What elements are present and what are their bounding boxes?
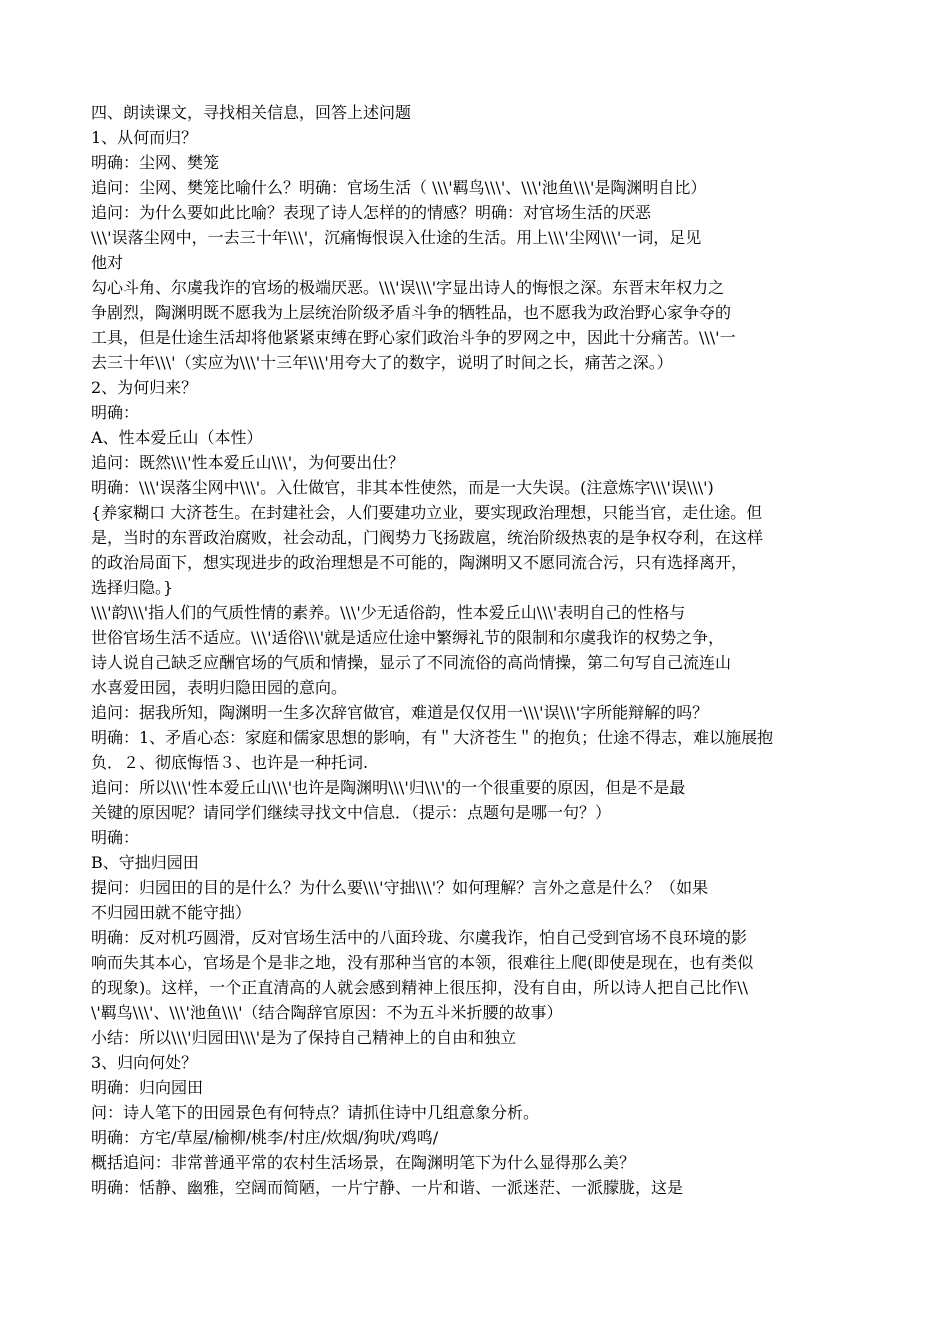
text-line: 响而失其本心，官场是个是非之地，没有那种当官的本领，很难往上爬(即使是现在，也有类似 xyxy=(91,953,754,972)
text-line: B、守拙归园田 xyxy=(91,853,199,872)
text-line: 负．２、彻底悔悟３、也许是一种托词. xyxy=(91,753,369,772)
text-line: 明确： xyxy=(91,403,140,422)
text-line: 不归园田就不能守拙） xyxy=(91,903,252,922)
text-line: A、性本爱丘山（本性） xyxy=(91,428,263,447)
text-line: 2、为何归来？ xyxy=(91,378,198,397)
text-line: 追问：尘网、樊笼比喻什么？明确：官场生活（ \\\'羁鸟\\\'、\\\'池鱼\\\'是陶渊明自比） xyxy=(91,178,707,197)
text-line: 追问：为什么要如此比喻？表现了诗人怎样的的情感？明确：对官场生活的厌恶 xyxy=(91,203,652,222)
text-line: 追问：既然\\\'性本爱丘山\\\'，为何要出仕？ xyxy=(91,453,405,472)
text-line: 小结：所以\\\'归园田\\\'是为了保持自己精神上的自由和独立 xyxy=(91,1028,517,1047)
text-line: 明确：归向园田 xyxy=(91,1078,204,1097)
text-line: 诗人说自己缺乏应酬官场的气质和情操，显示了不同流俗的高尚情操，第二句写自己流连山 xyxy=(91,653,732,672)
text-line: 明确：1、矛盾心态：家庭和儒家思想的影响，有＂大济苍生＂的抱负；仕途不得志，难以施展抱 xyxy=(91,728,774,747)
text-line: 勾心斗角、尔虞我诈的官场的极端厌恶。\\\'误\\\'字显出诗人的悔恨之深。东晋末年权力之 xyxy=(91,278,725,297)
text-line: 追问：据我所知，陶渊明一生多次辞官做官，难道是仅仅用一\\\'误\\\'字所能辩解的吗？ xyxy=(91,703,709,722)
text-line: 概括追问：非常普通平常的农村生活场景，在陶渊明笔下为什么显得那么美？ xyxy=(91,1153,636,1172)
text-line: 明确：方宅/草屋/榆柳/桃李/村庄/炊烟/狗吠/鸡鸣/ xyxy=(91,1128,439,1147)
text-line: 工具，但是仕途生活却将他紧紧束缚在野心家们政治斗争的罗网之中，因此十分痛苦。\\\'一 xyxy=(91,328,736,347)
text-line: 提问：归园田的目的是什么？为什么要\\\'守拙\\\'？如何理解？言外之意是什么？（如果 xyxy=(91,878,709,897)
text-line: 选择归隐。} xyxy=(91,578,174,597)
text-line: 他对 xyxy=(91,253,124,272)
text-line: 关键的原因呢？请同学们继续寻找文中信息．（提示：点题句是哪一句？） xyxy=(91,803,612,822)
text-line: 是，当时的东晋政治腐败，社会动乱，门阀势力飞扬跋扈，统治阶级热衷的是争权夺利，在这样 xyxy=(91,528,764,547)
text-line: 问：诗人笔下的田园景色有何特点？请抓住诗中几组意象分析。 xyxy=(91,1103,540,1122)
text-line: 3、归向何处？ xyxy=(91,1053,198,1072)
text-line: 1、从何而归？ xyxy=(91,128,198,147)
text-line: 追问：所以\\\'性本爱丘山\\\'也许是陶渊明\\\'归\\\'的一个很重要的原因，但是不是最 xyxy=(91,778,686,797)
text-line: {养家糊口 大济苍生。在封建社会，人们要建功立业，要实现政治理想，只能当官，走仕途。但 xyxy=(91,503,763,522)
text-line: 世俗官场生活不适应。\\\'适俗\\\'就是适应仕途中繁缛礼节的限制和尔虞我诈的权势之争， xyxy=(91,628,725,647)
text-line: 明确：恬静、幽雅，空阔而简陋，一片宁静、一片和谐、一派迷茫、一派朦胧，这是 xyxy=(91,1178,684,1197)
text-line: 水喜爱田园，表明归隐田园的意向。 xyxy=(91,678,348,697)
text-line: \\\'韵\\\'指人们的气质性情的素养。\\\'少无适俗韵，性本爱丘山\\\'表明自己的性格与 xyxy=(91,603,686,622)
text-line: 的现象)。这样，一个正直清高的人就会感到精神上很压抑，没有自由，所以诗人把自己比作\\ xyxy=(91,978,749,997)
document-page xyxy=(91,100,863,1200)
text-line: 争剧烈，陶渊明既不愿我为上层统治阶级矛盾斗争的牺牲品，也不愿我为政治野心家争夺的 xyxy=(91,303,732,322)
text-line: 明确：反对机巧圆滑，反对官场生活中的八面玲珑、尔虞我诈，怕自己受到官场不良环境的影 xyxy=(91,928,748,947)
text-line: 明确：尘网、樊笼 xyxy=(91,153,220,172)
text-line: 的政治局面下，想实现进步的政治理想是不可能的，陶渊明又不愿同流合污，只有选择离开， xyxy=(91,553,748,572)
text-line: 去三十年\\\'（实应为\\\'十三年\\\'用夸大了的数字，说明了时间之长，痛苦之深。） xyxy=(91,353,673,372)
text-line: 明确：\\\'误落尘网中\\\'。入仕做官，非其本性使然，而是一大失误。(注意炼字\\\'误\\\') xyxy=(91,478,714,497)
text-line: 明确： xyxy=(91,828,140,847)
text-line: \'羁鸟\\\'、\\\'池鱼\\\'（结合陶辞官原因：不为五斗米折腰的故事） xyxy=(91,1003,563,1022)
text-line: 四、朗读课文，寻找相关信息，回答上述问题 xyxy=(91,103,412,122)
text-line: \\\'误落尘网中，一去三十年\\\'，沉痛悔恨误入仕途的生活。用上\\\'尘网\\\'一词，足见 xyxy=(91,228,702,247)
